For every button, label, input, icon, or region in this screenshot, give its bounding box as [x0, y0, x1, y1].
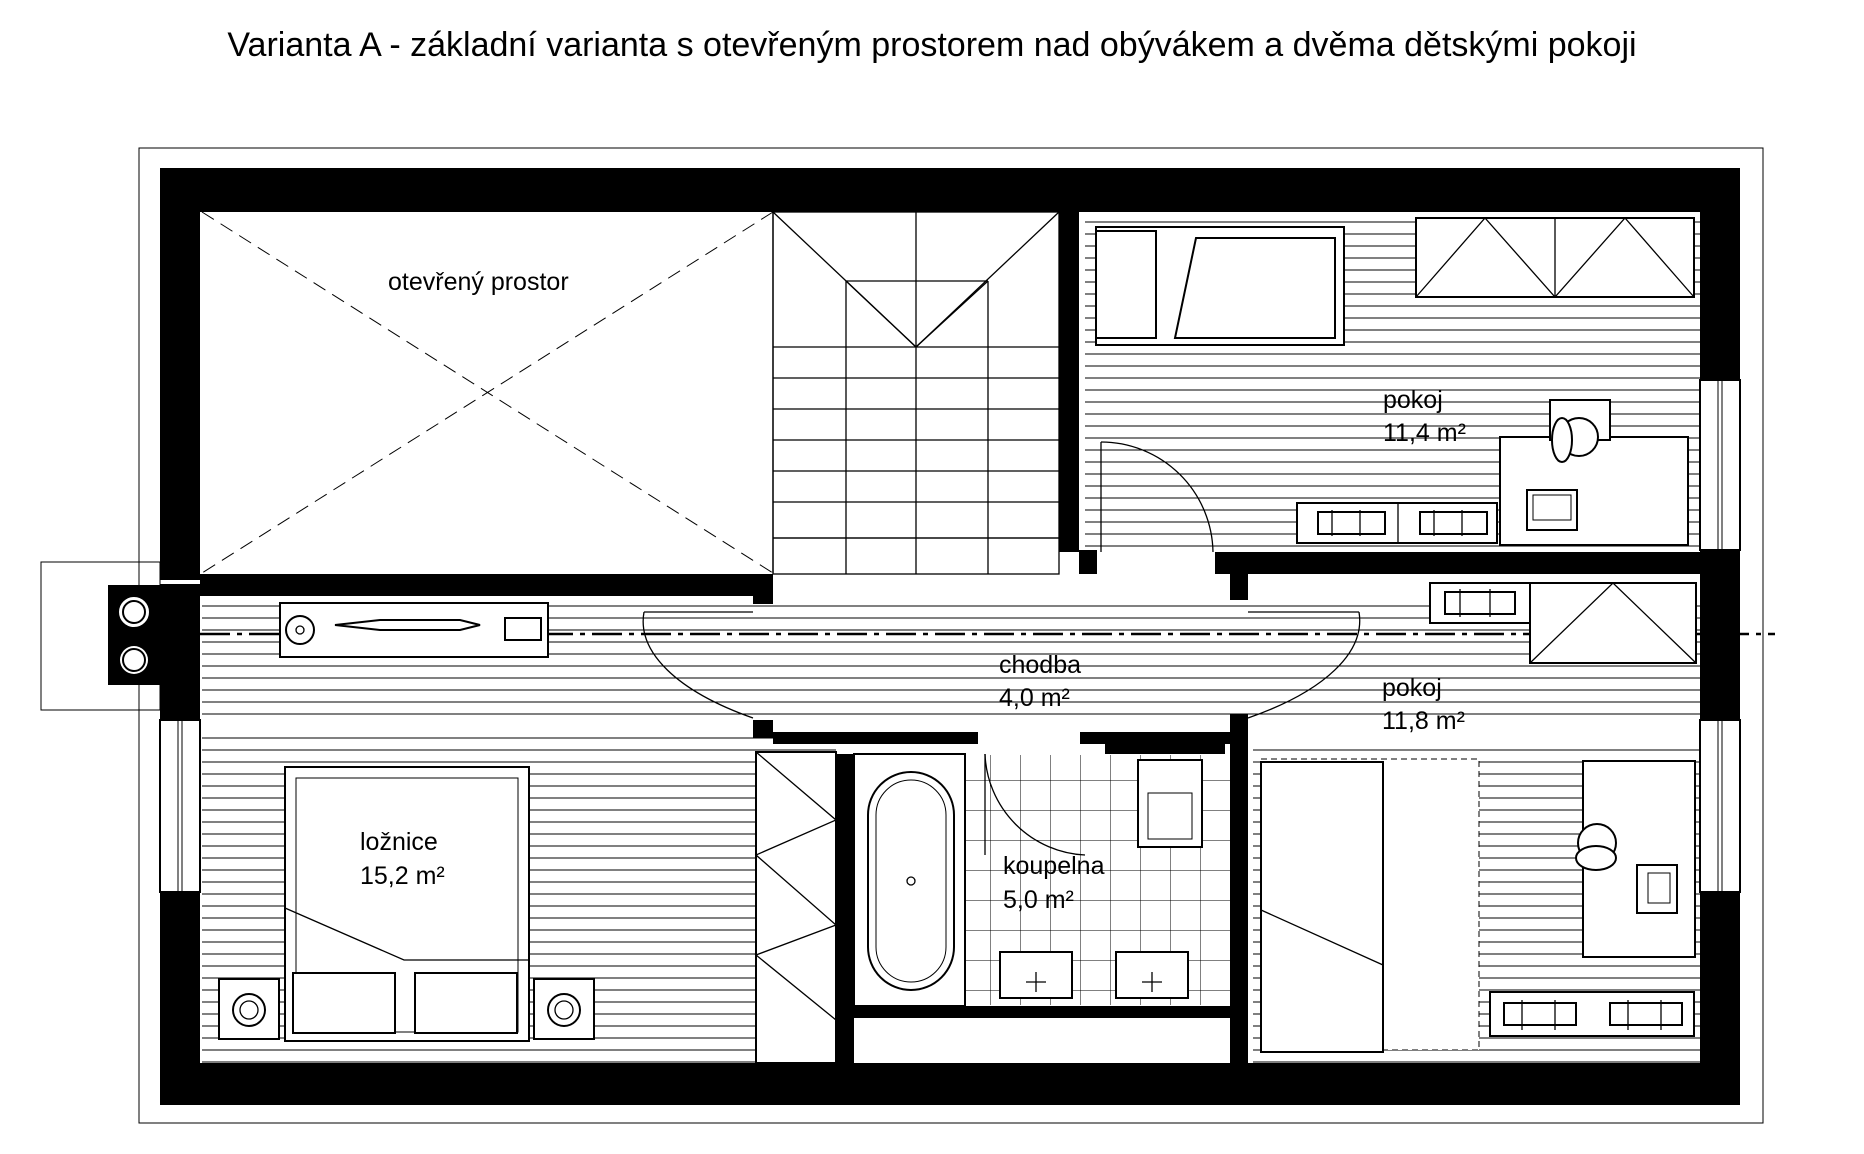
bedroom-area: 15,2 m² [360, 862, 445, 890]
chimney [41, 562, 160, 710]
room-top-area: 11,4 m² [1383, 419, 1466, 447]
plan-title: Varianta A - základní varianta s otevřeným prostorem nad obývákem a dvěma dětskými pokoji [227, 26, 1637, 64]
room-top-name: pokoj [1383, 386, 1443, 414]
corridor-name: chodba [999, 651, 1082, 679]
room-right-area: 11,8 m² [1382, 707, 1465, 735]
bedroom-name: ložnice [360, 828, 438, 856]
bathroom-area: 5,0 m² [1003, 886, 1074, 914]
staircase [773, 212, 1059, 574]
room-right-name: pokoj [1382, 674, 1442, 702]
corridor-area: 4,0 m² [999, 684, 1070, 712]
bathroom-name: koupelna [1003, 852, 1105, 880]
open-space-void [202, 212, 773, 573]
open-space-label: otevřený prostor [388, 268, 569, 296]
